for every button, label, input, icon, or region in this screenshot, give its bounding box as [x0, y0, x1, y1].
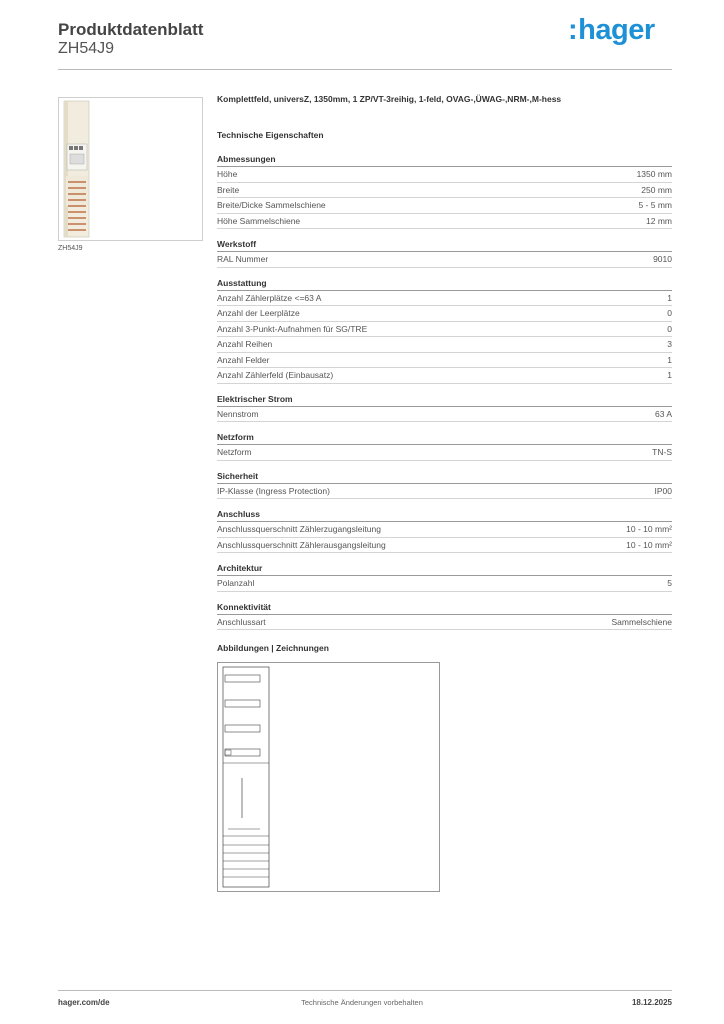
spec-value: 10 - 10 mm²	[626, 539, 672, 550]
spec-row	[217, 538, 672, 554]
spec-content	[217, 94, 672, 640]
section-title: Elektrischer Strom	[217, 394, 672, 407]
spec-value: 0	[667, 308, 672, 318]
section-title: Ausstattung	[217, 278, 672, 291]
spec-label: Anzahl 3-Punkt-Aufnahmen für SG/TRE	[217, 323, 368, 334]
footer-divider	[58, 990, 672, 991]
spec-value: 1	[667, 370, 672, 380]
spec-label: Höhe Sammelschiene	[217, 215, 301, 226]
spec-row	[217, 445, 672, 461]
spec-row	[217, 484, 672, 500]
section-title: Sicherheit	[217, 471, 672, 484]
spec-label: Anschlussart	[217, 616, 266, 627]
spec-value: 5 - 5 mm	[638, 200, 672, 210]
image-caption: ZH54J9	[58, 245, 83, 252]
product-description: Komplettfeld, universZ, 1350mm, 1 ZP/VT-3reihig, 1-feld, OVAG-,ÜWAG-,NRM-,M-hess	[217, 94, 562, 104]
spec-label: RAL Nummer	[217, 254, 269, 264]
footer-date: 18.12.2025	[631, 998, 672, 1007]
product-photo-icon	[59, 98, 202, 240]
spec-value: 10 - 10 mm²	[626, 524, 672, 534]
spec-value: 1	[667, 354, 672, 365]
spec-value: TN-S	[652, 447, 672, 457]
spec-row	[217, 167, 672, 183]
spec-row	[217, 337, 672, 353]
spec-value: 12 mm	[646, 215, 672, 226]
spec-row	[217, 306, 672, 322]
spec-label: Anzahl Felder	[217, 354, 270, 365]
spec-row	[217, 407, 672, 423]
spec-label: Breite	[217, 184, 240, 195]
drawings-heading: Abbildungen | Zeichnungen	[217, 643, 329, 653]
spec-section	[217, 394, 672, 423]
footer-notice: Technische Änderungen vorbehalten	[301, 998, 423, 1007]
spec-row	[217, 291, 672, 307]
spec-label: Anschlussquerschnitt Zählerzugangsleitung	[217, 524, 381, 534]
spec-section	[217, 432, 672, 461]
spec-row	[217, 198, 672, 214]
spec-value: Sammelschiene	[611, 616, 672, 627]
spec-row	[217, 576, 672, 592]
section-title: Netzform	[217, 432, 672, 445]
spec-label: Höhe	[217, 169, 238, 179]
spec-label: Anzahl Zählerplätze <=63 A	[217, 292, 322, 303]
spec-value: IP00	[654, 485, 672, 496]
spec-label: Anzahl Reihen	[217, 339, 273, 349]
section-title: Werkstoff	[217, 239, 672, 252]
spec-value: 5	[667, 578, 672, 588]
spec-label: Anschlussquerschnitt Zählerausgangsleitung	[217, 539, 386, 550]
spec-row	[217, 214, 672, 230]
spec-value: 1	[667, 292, 672, 303]
spec-section	[217, 154, 672, 229]
section-title: Konnektivität	[217, 602, 672, 615]
spec-section	[217, 509, 672, 553]
spec-section	[217, 278, 672, 384]
spec-row	[217, 252, 672, 268]
header-divider	[58, 69, 672, 70]
spec-row	[217, 353, 672, 369]
product-code: ZH54J9	[58, 40, 115, 57]
spec-sections	[217, 154, 672, 630]
spec-label: IP-Klasse (Ingress Protection)	[217, 485, 330, 496]
spec-row	[217, 522, 672, 538]
spec-row	[217, 322, 672, 338]
spec-row	[217, 183, 672, 199]
spec-value: 9010	[653, 254, 672, 264]
spec-value: 3	[667, 339, 672, 349]
logo-dots: :	[568, 14, 578, 46]
spec-section	[217, 471, 672, 500]
spec-section	[217, 563, 672, 592]
section-title: Architektur	[217, 563, 672, 576]
technical-drawing	[217, 662, 440, 892]
section-title: Anschluss	[217, 509, 672, 522]
hager-logo	[568, 14, 655, 47]
logo-text: hager	[578, 14, 655, 46]
section-title: Abmessungen	[217, 154, 672, 167]
product-image	[58, 97, 203, 241]
panel-drawing-icon	[218, 663, 439, 891]
spec-value: 250 mm	[641, 184, 672, 195]
footer-website[interactable]: hager.com/de	[58, 998, 110, 1007]
spec-row	[217, 615, 672, 631]
spec-value: 1350 mm	[636, 169, 672, 179]
spec-section	[217, 602, 672, 631]
spec-value: 0	[667, 323, 672, 334]
page-title: Produktdatenblatt	[58, 20, 204, 39]
spec-label: Anzahl Zählerfeld (Einbausatz)	[217, 370, 334, 380]
spec-value: 63 A	[654, 408, 672, 419]
spec-label: Anzahl der Leerplätze	[217, 308, 300, 318]
spec-section	[217, 239, 672, 268]
spec-row	[217, 368, 672, 384]
spec-label: Netzform	[217, 447, 252, 457]
spec-label: Breite/Dicke Sammelschiene	[217, 200, 326, 210]
spec-label: Nennstrom	[217, 408, 259, 419]
spec-label: Polanzahl	[217, 578, 255, 588]
tech-properties-heading: Technische Eigenschaften	[217, 130, 324, 140]
